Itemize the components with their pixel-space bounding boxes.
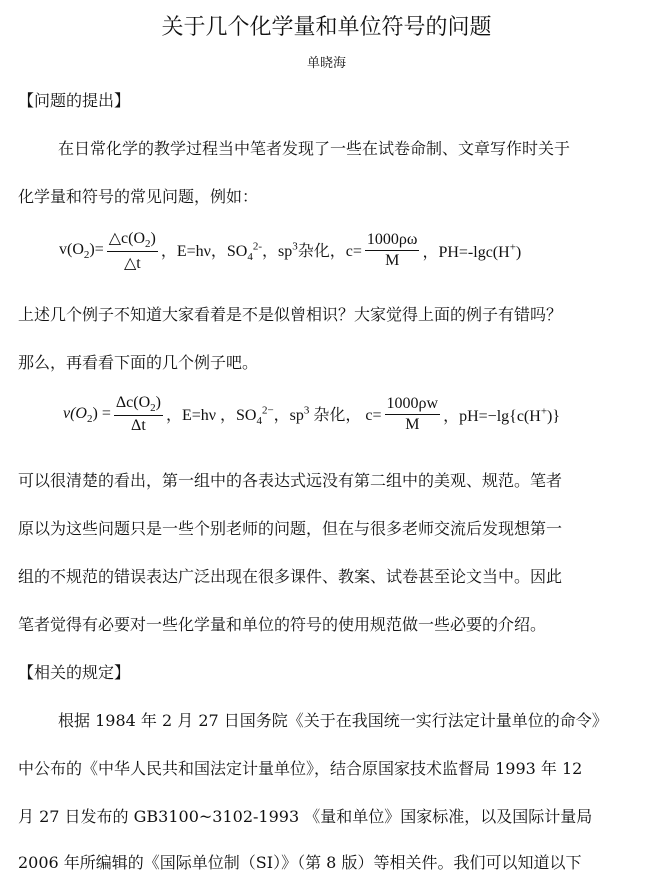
- fraction-concentration: $\frac{1000\rho\omega}{M}$: [366, 231, 418, 270]
- formula-text: ，E=hν，$SO_4^{2-}$，$sp^3$杂化，c=: [160, 240, 362, 264]
- document-title: 关于几个化学量和单位符号的问题: [161, 15, 492, 40]
- formula-text: ，PH=-lgc(H+): [422, 241, 522, 262]
- paragraph-line: 2006 年所编辑的《国际单位制（SI）》（第 8 版）等相关件。我们可以知道以下: [18, 853, 582, 872]
- section-heading-regulations: 【相关的规定】: [18, 663, 131, 682]
- formula-group-1: [58, 228, 522, 273]
- formula-text: ，pH=−lg{c(H+)}: [443, 405, 561, 426]
- fraction-rate: $\frac{\triangle c(O_2)}{\triangle t}$: [108, 230, 156, 273]
- paragraph-line: 根据 1984 年 2 月 27 日国务院《关于在我国统一实行法定计量单位的命令》: [58, 711, 608, 730]
- fraction-concentration: $\frac{1000\rho w}{M}$: [386, 395, 439, 434]
- formula-text: $v(O_2)$ =: [63, 404, 111, 425]
- paragraph-line: 可以很清楚的看出，第一组中的各表达式远没有第二组中的美观、规范。笔者: [18, 471, 563, 490]
- paragraph-line: 化学量和符号的常见问题，例如：: [18, 187, 259, 206]
- paragraph-line: 上述几个例子不知道大家看着是不是似曾相识？大家觉得上面的例子有错吗？: [18, 305, 563, 324]
- formula-text: ，E=hν ，$SO_4^{2-}$，$sp^3$ 杂化， c=: [165, 404, 382, 428]
- paragraph-line: 月 27 日发布的 GB3100~3102-1993 《量和单位》国家标准，以及国际计量局: [18, 807, 593, 826]
- paragraph-line: 笔者觉得有必要对一些化学量和单位的符号的使用规范做一些必要的介绍。: [18, 615, 547, 634]
- paragraph-line: 中公布的《中华人民共和国法定计量单位》，结合原国家技术监督局 1993 年 12: [18, 759, 583, 778]
- section-heading-problem: 【问题的提出】: [18, 91, 131, 110]
- paragraph-line: 那么，再看看下面的几个例子吧。: [18, 353, 259, 372]
- fraction-rate: $\frac{\Delta c(O_2)}{\Delta t}$: [115, 394, 161, 435]
- paragraph-line: 原以为这些问题只是一些个别老师的问题，但在与很多老师交流后发现想第一: [18, 519, 563, 538]
- paragraph-line: 组的不规范的错误表达广泛出现在很多课件、教案、试卷甚至论文当中。因此: [18, 567, 563, 586]
- formula-text: $v(O_2)=$: [59, 240, 104, 261]
- formula-group-2: [62, 394, 561, 435]
- author-name: 单晓海: [306, 56, 346, 71]
- paragraph-line: 在日常化学的教学过程当中笔者发现了一些在试卷命制、文章写作时关于: [58, 139, 571, 158]
